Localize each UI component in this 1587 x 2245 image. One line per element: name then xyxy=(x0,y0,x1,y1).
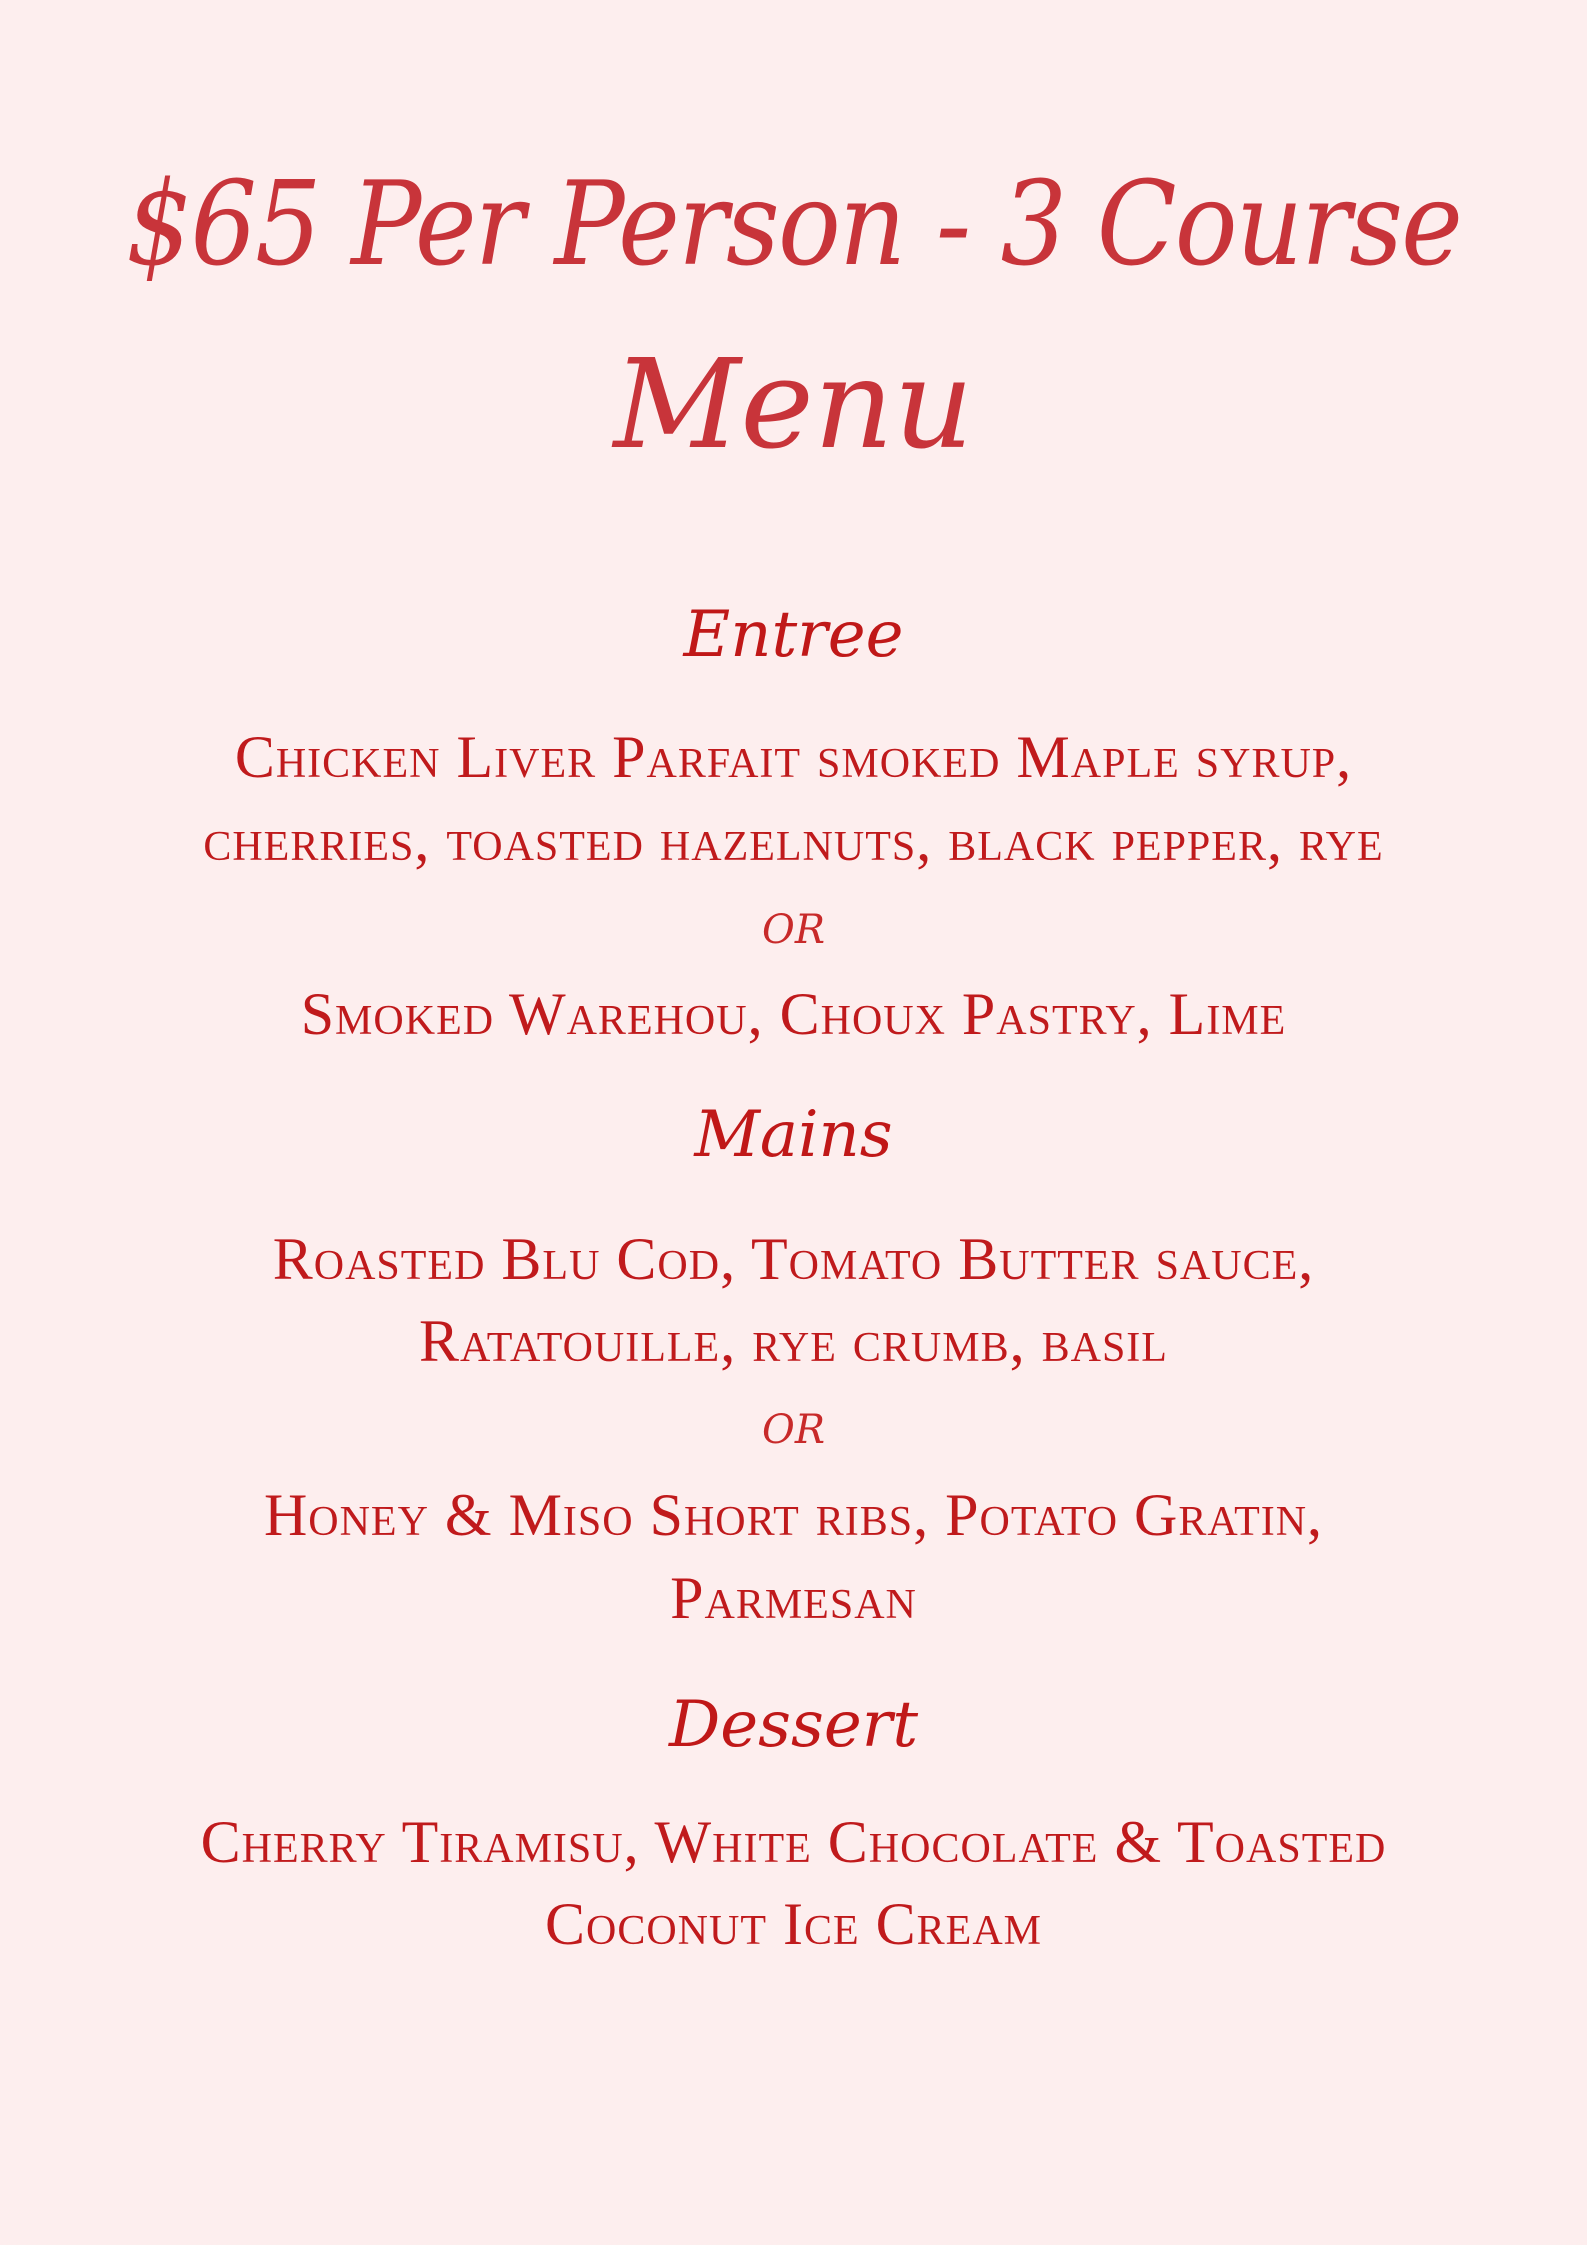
dessert-option-1-line-1: Cherry Tiramisu, White Chocolate & Toasted xyxy=(200,1809,1387,1875)
entree-option-2-line-1: Smoked Warehou, Choux Pastry, Lime xyxy=(300,981,1287,1047)
entree-heading: Entree xyxy=(683,598,904,672)
mains-heading: Mains xyxy=(694,1098,893,1172)
entree-option-1-line-2: cherries, toasted hazelnuts, black pepper, rye xyxy=(203,807,1384,873)
mains-option-2-line-1: Honey & Miso Short ribs, Potato Gratin, xyxy=(263,1482,1324,1548)
mains-option-1-line-2: Ratatouille, rye crumb, basil xyxy=(419,1308,1168,1374)
mains-option-2-line-2: Parmesan xyxy=(670,1565,917,1631)
menu-title-continued: Menu xyxy=(613,333,974,477)
entree-or-divider: OR xyxy=(762,907,825,953)
dessert-heading: Dessert xyxy=(668,1688,919,1762)
mains-option-1-line-1: Roasted Blu Cod, Tomato Butter sauce, xyxy=(272,1226,1315,1292)
dessert-option-1-line-2: Coconut Ice Cream xyxy=(544,1891,1043,1957)
entree-option-1-line-1: Chicken Liver Parfait smoked Maple syrup, xyxy=(234,724,1353,790)
mains-or-divider: OR xyxy=(762,1407,825,1453)
menu-title: $65 Per Person - 3 Course xyxy=(125,157,1462,292)
